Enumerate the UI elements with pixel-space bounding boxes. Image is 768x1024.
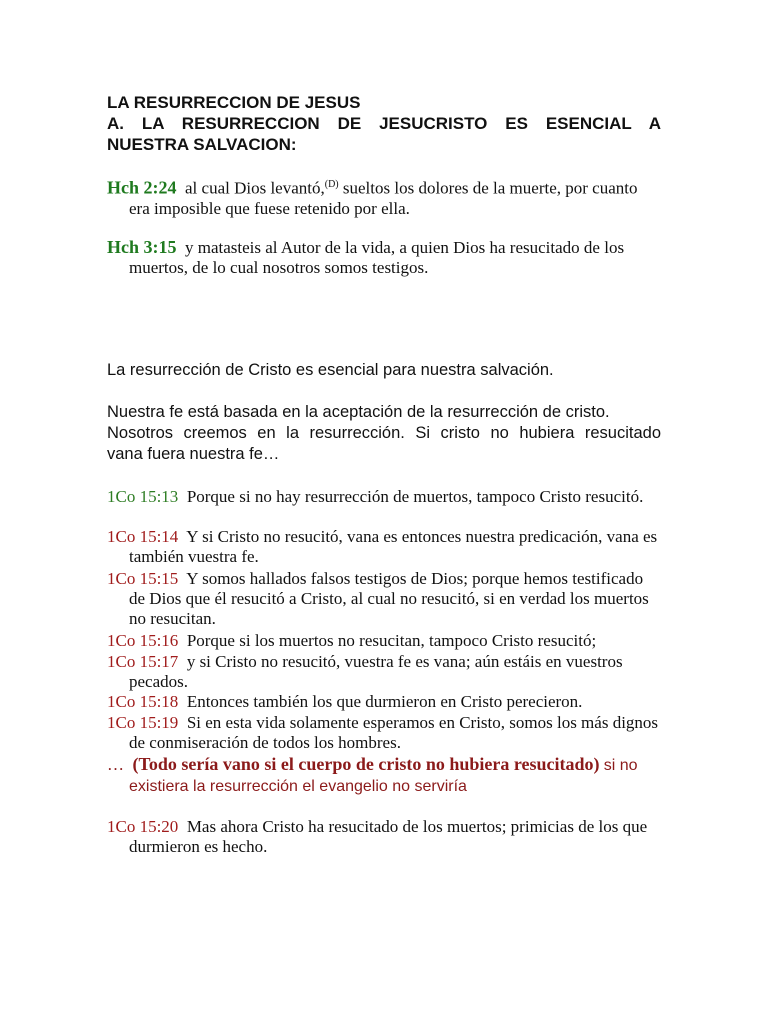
verse-reference: Hch 3:15 [107,237,177,257]
verse-1co-15-16 [107,631,661,651]
verse-1co-15-14 [107,527,661,567]
verse-text: y si Cristo no resucitó, vuestra fe es vana; aún estáis en vuestros pecados. [129,652,623,691]
verse-text: al cual Dios levantó, [185,178,325,198]
document-title: LA RESURRECCION DE JESUS [107,93,361,112]
verse-text: Y somos hallados falsos testigos de Dios; porque hemos testificado de Dios que él resucitó a Cristo, al cual no resucitó, si en verdad los muertos no resucitan. [129,569,649,628]
verse-reference: Hch 2:24 [107,177,177,198]
verse-1co-15-18 [107,692,661,712]
verse-reference: 1Co 15:17 [107,652,179,671]
verse-reference: 1Co 15:14 [107,527,179,546]
paragraph-2-line2: Nosotros creemos en la resurrección. Si cristo no hubiera resucitado [107,424,661,442]
verse-reference: 1Co 15:15 [107,569,179,588]
verse-hch-3-15 [107,237,661,278]
verse-text: Mas ahora Cristo ha resucitado de los muertos; primicias de los que durmieron es hecho. [129,817,648,856]
verse-reference: 1Co 15:18 [107,692,179,711]
verse-text: Entonces también los que durmieron en Cristo perecieron. [186,692,583,711]
verse-1co-15-19 [107,713,661,753]
note-ellipsis: … [107,755,124,774]
verse-text: Si en esta vida solamente esperamos en Cristo, somos los más dignos de conmiseración de todos los hombres. [129,713,659,752]
verse-hch-2-24 [107,175,661,219]
section-heading-line2: NUESTRA SALVACION: [107,135,297,154]
footnote-marker: (D) [324,179,339,190]
section-heading-line1: A. LA RESURRECCION DE JESUCRISTO ES ESENCIAL A [107,114,661,133]
verse-text: y matasteis al Autor de la vida, a quien Dios ha resucitado de los muertos, de lo cual nosotros somos testigos. [129,238,625,277]
verse-text: Porque si no hay resurrección de muertos, tampoco Cristo resucitó. [186,487,644,506]
verse-1co-15-13 [107,487,661,507]
verse-text: sueltos los dolores de la muerte, por cuanto era imposible que fuese retenido por ella. [129,178,638,218]
verse-text: Y si Cristo no resucitó, vana es entonces nuestra predicación, vana es también vuestra fe. [129,527,658,566]
verse-reference: 1Co 15:19 [107,713,179,732]
emphasis-note [107,754,661,797]
verse-reference: 1Co 15:20 [107,817,179,836]
note-bold-text: (Todo sería vano si el cuerpo de cristo no hubiera resucitado) [132,754,600,774]
verse-1co-15-15 [107,569,661,629]
verse-reference: 1Co 15:16 [107,631,179,650]
verse-1co-15-20 [107,817,661,857]
paragraph-2-line1: Nuestra fe está basada en la aceptación de la resurrección de cristo. [107,403,610,421]
paragraph-1: La resurrección de Cristo es esencial para nuestra salvación. [107,361,554,379]
paragraph-2-line3: vana fuera nuestra fe… [107,445,280,463]
verse-1co-15-17 [107,652,661,692]
note-text: si no existiera la resurrección el evangelio no serviría [129,757,638,795]
verse-reference: 1Co 15:13 [107,487,179,506]
verse-text: Porque si los muertos no resucitan, tampoco Cristo resucitó; [186,631,597,650]
